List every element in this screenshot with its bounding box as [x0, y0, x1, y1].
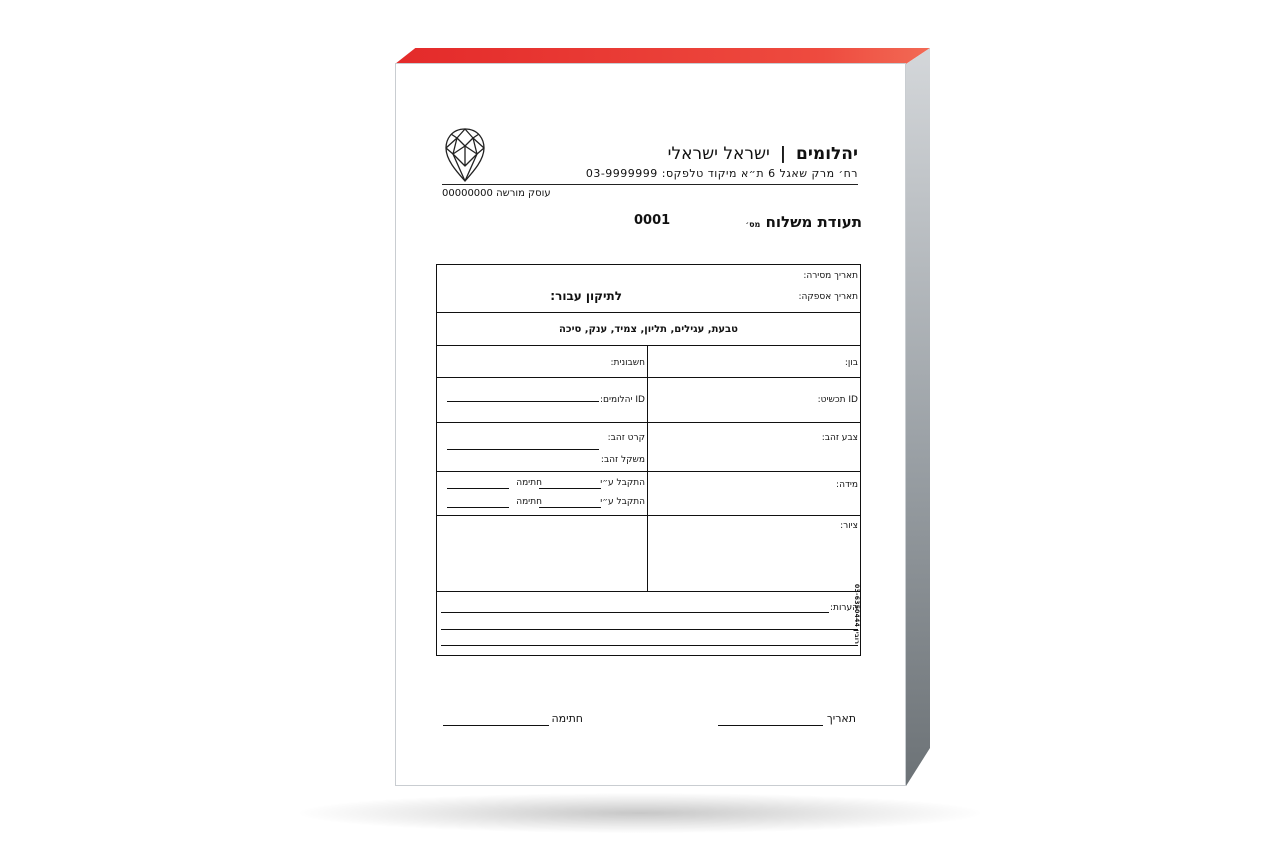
- jewel-id-label: ID תכשיט:: [817, 395, 858, 405]
- signature-line-2: [447, 507, 509, 508]
- gold-color-label: צבע זהב:: [821, 433, 858, 443]
- signature-line-1: [447, 488, 509, 489]
- notes-label: הערות:: [830, 603, 858, 613]
- company-title: [504, 144, 858, 164]
- gold-karat-label: קרט זהב:: [607, 433, 645, 443]
- signature-label-1: חתימה: [516, 478, 542, 488]
- footer-date-line: [718, 725, 823, 726]
- delivery-date-label: תאריך מסירה:: [803, 271, 858, 281]
- son-label: בון:: [844, 358, 858, 368]
- pad-top-edge: [395, 48, 930, 64]
- header-divider: [442, 184, 858, 185]
- supply-date-label: תאריך אספקה:: [798, 292, 858, 302]
- row-divider: [437, 471, 860, 472]
- footer-date-label: תאריך: [826, 712, 856, 725]
- diamond-id-line: [447, 401, 599, 402]
- received-by-label-2: התקבל ע״י: [600, 497, 645, 507]
- row-divider: [437, 312, 860, 313]
- row-divider: [437, 515, 860, 516]
- owner-name: ישראל ישראלי: [667, 144, 770, 164]
- document-title: [686, 213, 862, 231]
- company-address: רח׳ מרק שאגל 6 ת״א מיקוד טלפקס: 03-9999999: [585, 167, 858, 180]
- row-divider: [437, 345, 860, 346]
- form-table: [436, 264, 861, 656]
- license-number: עוסק מורשה 00000000: [442, 188, 551, 199]
- items-list: טבעת, עגילים, תליון, צמיד, ענק, סיכה: [559, 324, 738, 335]
- notes-line-3: [441, 645, 858, 646]
- row-divider: [437, 377, 860, 378]
- drawing-label: ציור:: [840, 521, 858, 531]
- gold-weight-label: משקל זהב:: [600, 455, 645, 465]
- received-by-line-2: [539, 507, 601, 508]
- notes-line-1: [441, 612, 829, 613]
- received-by-line-1: [539, 488, 601, 489]
- document-title-text: תעודת משלוח: [765, 213, 862, 231]
- footer-signature-label: חתימה: [551, 712, 583, 725]
- signature-label-2: חתימה: [516, 497, 542, 507]
- footer-signature-line: [443, 725, 549, 726]
- pad-shadow: [300, 793, 980, 833]
- gold-karat-line: [447, 449, 599, 450]
- repair-for-label: לתיקון עבור:: [550, 289, 622, 303]
- document-number: 0001: [634, 213, 671, 228]
- column-divider: [647, 345, 648, 591]
- received-by-label-1: התקבל ע״י: [600, 478, 645, 488]
- printer-side-print: רובין 03-6350444: [853, 584, 860, 645]
- company-name: יהלומים: [796, 144, 858, 164]
- diamond-logo-icon: [443, 126, 487, 184]
- invoice-label: חשבונית:: [610, 358, 645, 368]
- row-divider: [437, 591, 860, 592]
- title-separator: |: [779, 144, 787, 164]
- document-number-label: מס׳: [745, 220, 761, 229]
- delivery-note-page: [395, 63, 906, 786]
- size-label: מידה:: [836, 480, 858, 490]
- diamond-id-label: ID יהלומים:: [599, 395, 645, 405]
- row-divider: [437, 422, 860, 423]
- pad-side-edge: [906, 48, 930, 786]
- notes-line-2: [441, 629, 858, 630]
